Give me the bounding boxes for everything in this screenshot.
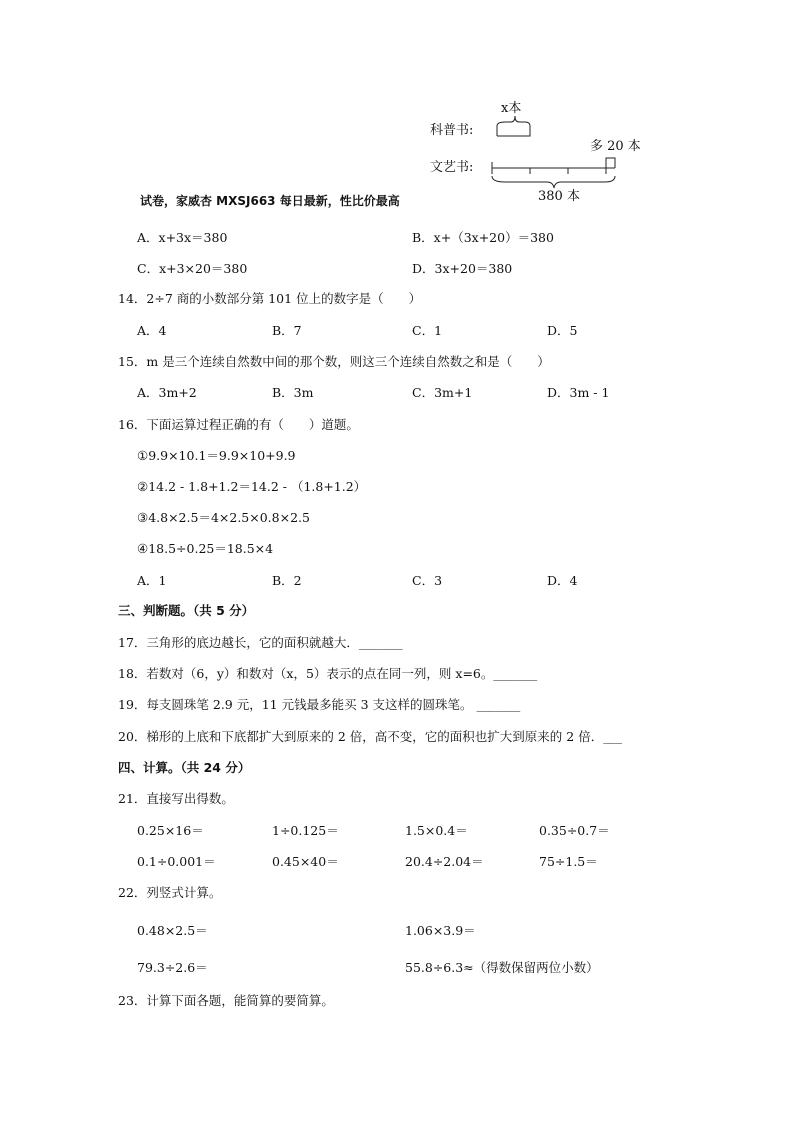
label-x: x本 — [501, 101, 522, 116]
q16-item-2: ②14.2 - 1.8+1.2＝14.2 - （1.8+1.2） — [137, 479, 367, 494]
label-literature: 文艺书: — [430, 160, 474, 175]
q15-option-d[interactable]: D．3m - 1 — [547, 385, 610, 400]
q13-option-d[interactable]: D．3x+20＝380 — [412, 261, 513, 276]
q21-item: 75÷1.5＝ — [539, 854, 598, 869]
q22-stem: 22．列竖式计算。 — [118, 885, 222, 900]
q16-item-1: ①9.9×10.1＝9.9×10+9.9 — [137, 448, 296, 463]
watermark-text: 试卷，家威杏 MXSJ663 每日最新，性比价最高 — [140, 194, 400, 208]
q21-stem: 21．直接写出得数。 — [118, 791, 234, 806]
books-diagram — [425, 98, 655, 208]
q22-item: 0.48×2.5＝ — [137, 923, 208, 938]
brace-lines — [425, 98, 655, 208]
q15-stem: 15．m 是三个连续自然数中间的那个数，则这三个连续自然数之和是（ ） — [118, 354, 550, 369]
q14-option-a[interactable]: A．4 — [137, 323, 167, 338]
section3-heading: 三、判断题。（共 5 分） — [118, 603, 255, 618]
q16-item-3: ③4.8×2.5＝4×2.5×0.8×2.5 — [137, 510, 310, 525]
q16-stem: 16．下面运算过程正确的有（ ）道题。 — [118, 417, 359, 432]
label-more: 多 20 本 — [590, 139, 641, 154]
q15-option-a[interactable]: A．3m+2 — [137, 385, 197, 400]
q21-item: 1÷0.125＝ — [272, 823, 339, 838]
label-science: 科普书: — [430, 123, 474, 138]
section4-heading: 四、计算。（共 24 分） — [118, 760, 251, 775]
q21-item: 0.1÷0.001＝ — [137, 854, 216, 869]
q16-option-d[interactable]: D．4 — [547, 573, 578, 588]
q16-option-b[interactable]: B．2 — [272, 573, 302, 588]
q13-option-a[interactable]: A．x+3x＝380 — [137, 230, 228, 245]
q14-option-c[interactable]: C．1 — [412, 323, 443, 338]
q22-item: 79.3÷2.6＝ — [137, 960, 208, 975]
q17: 17．三角形的底边越长，它的面积就越大．_______ — [118, 635, 403, 650]
q15-option-c[interactable]: C．3m+1 — [412, 385, 473, 400]
q16-option-a[interactable]: A．1 — [137, 573, 167, 588]
q21-item: 0.25×16＝ — [137, 823, 204, 838]
q21-item: 0.35÷0.7＝ — [539, 823, 610, 838]
q19: 19．每支圆珠笔 2.9 元，11 元钱最多能买 3 支这样的圆珠笔。 _______ — [118, 697, 521, 712]
q16-option-c[interactable]: C．3 — [412, 573, 443, 588]
q14-stem: 14．2÷7 商的小数部分第 101 位上的数字是（ ） — [118, 291, 422, 306]
q20: 20．梯形的上底和下底都扩大到原来的 2 倍，高不变，它的面积也扩大到原来的 2 倍．___ — [118, 729, 622, 744]
q13-option-c[interactable]: C．x+3×20＝380 — [137, 261, 248, 276]
q14-option-d[interactable]: D．5 — [547, 323, 578, 338]
q21-item: 1.5×0.4＝ — [405, 823, 468, 838]
q18: 18．若数对（6，y）和数对（x，5）表示的点在同一列，则 x=6。_______ — [118, 666, 538, 681]
q16-item-4: ④18.5÷0.25＝18.5×4 — [137, 541, 274, 556]
q21-item: 20.4÷2.04＝ — [405, 854, 484, 869]
q14-option-b[interactable]: B．7 — [272, 323, 302, 338]
q13-option-b[interactable]: B．x+（3x+20）＝380 — [412, 230, 554, 245]
q22-item: 55.8÷6.3≈（得数保留两位小数） — [405, 960, 599, 975]
q22-item: 1.06×3.9＝ — [405, 923, 476, 938]
q21-item: 0.45×40＝ — [272, 854, 339, 869]
q23-stem: 23．计算下面各题，能简算的要简算。 — [118, 993, 334, 1008]
q15-option-b[interactable]: B．3m — [272, 385, 314, 400]
label-total: 380 本 — [538, 189, 580, 204]
